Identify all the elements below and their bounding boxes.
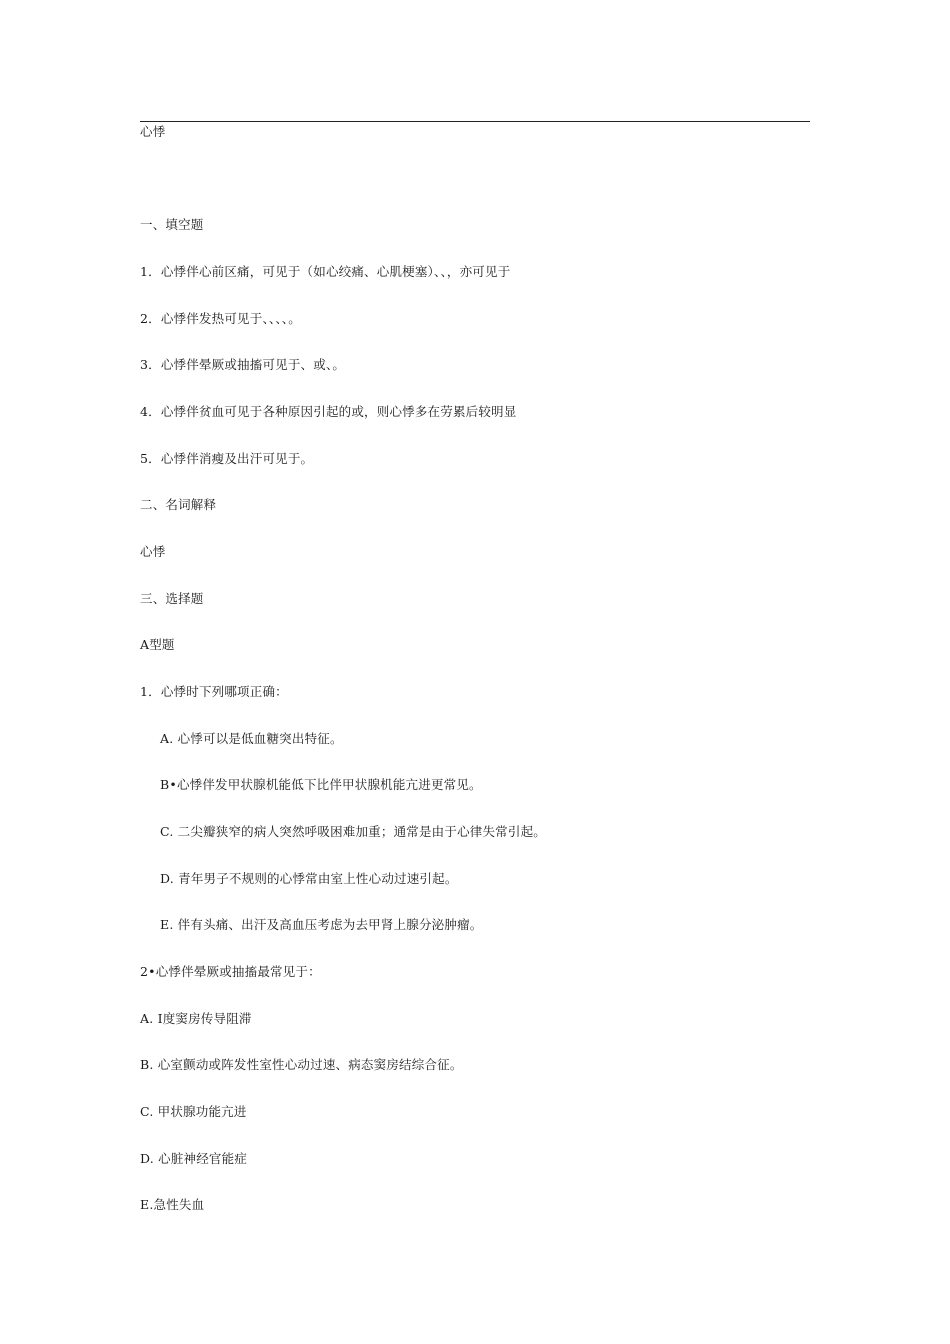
fill-blank-item-5: 5．心悸伴消瘦及出汗可见于。 xyxy=(140,451,314,466)
section-3-heading: 三、选择题 xyxy=(140,591,204,606)
header-title: 心悸 xyxy=(140,124,166,139)
fill-blank-item-4: 4．心悸伴贫血可见于各种原因引起的或，则心悸多在劳累后较明显 xyxy=(140,404,517,419)
question-2-option-d: D. 心脏神经官能症 xyxy=(140,1151,248,1166)
question-2-stem: 2•心悸伴晕厥或抽搐最常见于： xyxy=(140,964,321,979)
question-1-option-a: A. 心悸可以是低血糖突出特征。 xyxy=(160,731,343,746)
section-2-heading: 二、名词解释 xyxy=(140,497,217,512)
question-2-option-c: C. 甲状腺功能亢进 xyxy=(140,1104,247,1119)
question-1-option-b: B•心悸伴发甲状腺机能低下比伴甲状腺机能亢进更常见。 xyxy=(160,777,482,792)
question-2-option-e: E.急性失血 xyxy=(140,1197,205,1212)
fill-blank-item-2: 2．心悸伴发热可见于、、、、。 xyxy=(140,311,301,326)
question-1-option-d: D. 青年男子不规则的心悸常由室上性心动过速引起。 xyxy=(160,871,458,886)
fill-blank-item-1: 1．心悸伴心前区痛，可见于（如心绞痛、心肌梗塞）、、，亦可见于 xyxy=(140,264,511,279)
question-2-option-a: A. I度窦房传导阻滞 xyxy=(140,1011,252,1026)
question-2-option-b: B. 心室颤动或阵发性室性心动过速、病态窦房结综合征。 xyxy=(140,1057,463,1072)
question-1-stem: 1．心悸时下列哪项正确： xyxy=(140,684,288,699)
section-1-heading: 一、填空题 xyxy=(140,217,204,232)
fill-blank-item-3: 3．心悸伴晕厥或抽搐可见于、或、。 xyxy=(140,357,346,372)
question-1-option-e: E. 伴有头痛、出汗及高血压考虑为去甲肾上腺分泌肿瘤。 xyxy=(160,917,483,932)
question-1-option-c: C. 二尖瓣狭窄的病人突然呼吸困难加重；通常是由于心律失常引起。 xyxy=(160,824,546,839)
header-rule xyxy=(140,121,810,122)
term-definition: 心悸 xyxy=(140,544,166,559)
question-type-label: A型题 xyxy=(140,637,175,652)
